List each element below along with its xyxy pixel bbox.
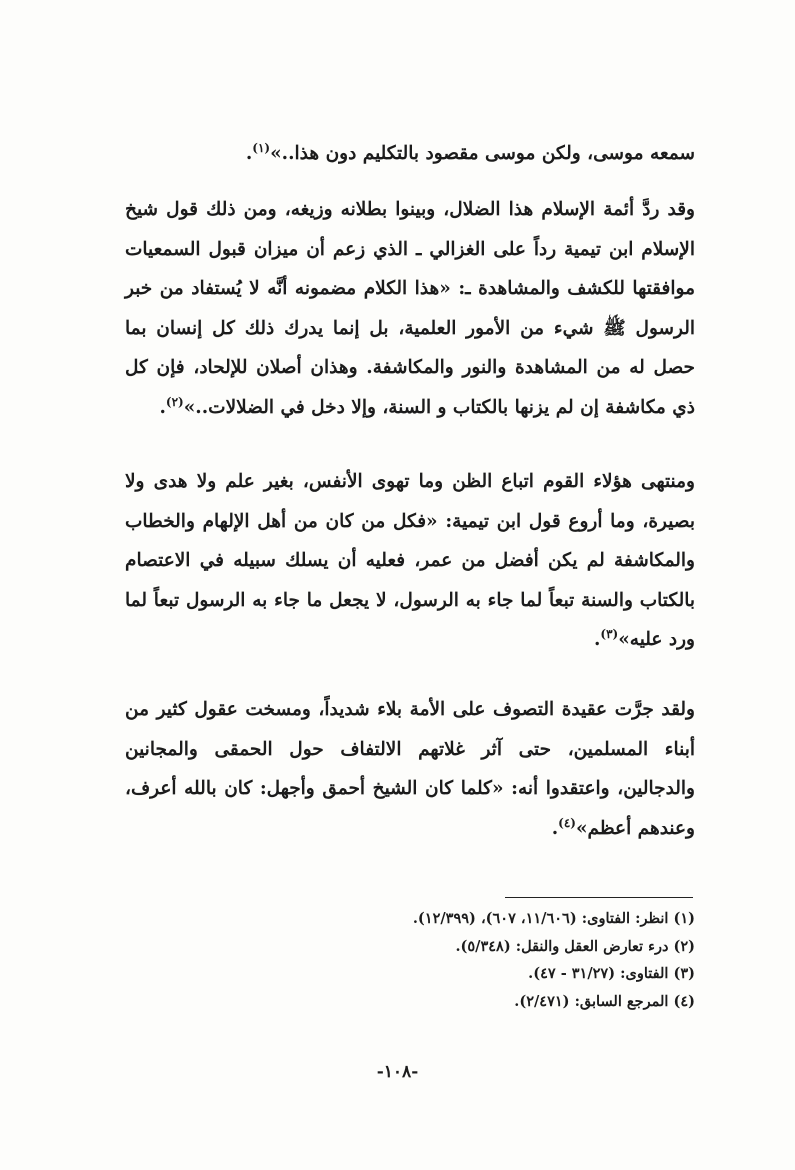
paragraph-4-tail: .	[551, 817, 559, 839]
footnote-3: (٣) الفتاوى: (٣١/٢٧ - ٤٧).	[528, 965, 695, 982]
paragraph-2	[125, 190, 695, 427]
paragraph-1-container	[125, 134, 695, 174]
footnote-2: (٢) درء تعارض العقل والنقل: (٥/٣٤٨).	[455, 937, 695, 955]
paragraph-3-text: ومنتهى هؤلاء القوم اتباع الظن وما تهوى الأنفس، بغير علم ولا هدى ولا بصيرة، وما أروع قول ابن تيمية: «فكل من كان من أهل الإلهام والخطاب والمكاشفة لم يكن أفضل من عمر، فعليه أن يسلك سبيله في الاعتصام بالكتاب والسنة تبعاً لما جاء به الرسول، لا يجعل ما جاء به الرسول تبعاً لما ورد عليه»	[125, 471, 695, 650]
footnote-ref-4[interactable]: (٤)	[558, 815, 576, 830]
paragraph-3	[125, 462, 695, 660]
footnote-ref-1[interactable]: (١)	[252, 140, 271, 155]
paragraph-2-tail: .	[159, 396, 166, 418]
paragraph-1	[125, 134, 695, 174]
footnote-divider	[505, 897, 693, 898]
footnote-4: (٤) المرجع السابق: (٢/٤٧١).	[514, 992, 695, 1010]
footnotes	[125, 905, 695, 1015]
paragraph-2-text: وقد ردَّ أئمة الإسلام هذا الضلال، وبينوا بطلانه وزيغه، ومن ذلك قول شيخ الإسلام ابن تيمية رداً على الغزالي ـ الذي زعم أن ميزان قبول السمعيات موافقتها للكشف والمشاهدة ـ: «هذا الكلام مضمونه أنَّه لا يُستفاد من خبر الرسول ﷺ شيء من الأمور العلمية، بل إنما يدرك ذلك كل إنسان بما حصل له من المشاهدة والنور والمكاشفة. وهذان أصلان للإلحاد، فإن كل ذي مكاشفة إن لم يزنها بالكتاب و السنة، وإلا دخل في الضلالات..»	[125, 199, 695, 418]
page-number: -١٠٨-	[376, 1062, 419, 1082]
footnote-ref-2[interactable]: (٢)	[165, 394, 184, 409]
paragraph-1-text: سمعه موسى، ولكن موسى مقصود بالتكليم دون هذا..»	[270, 143, 695, 164]
paragraph-3-tail: .	[593, 629, 601, 650]
paragraph-2-container	[125, 190, 695, 427]
paragraph-4-text: ولقد جرَّت عقيدة التصوف على الأمة بلاء شديداً، ومسخت عقول كثير من أبناء المسلمين، حتى آثر غلاتهم الالتفاف حول الحمقى والمجانين والدجالين، واعتقدوا أنه: «كلما كان الشيخ أحمق وأجهل: كان بالله أعرف، وعندهم أعظم»	[125, 699, 695, 839]
paragraph-4-container	[125, 690, 695, 848]
paragraph-1-tail: .	[245, 143, 253, 164]
paragraph-3-container	[125, 462, 695, 660]
footnote-1: (١) انظر: الفتاوى: (١١/٦٠٦، ٦٠٧)، (١٢/٣٩٩).	[412, 910, 695, 927]
paragraph-4	[125, 690, 695, 848]
footnote-ref-3[interactable]: (٣)	[600, 626, 619, 641]
